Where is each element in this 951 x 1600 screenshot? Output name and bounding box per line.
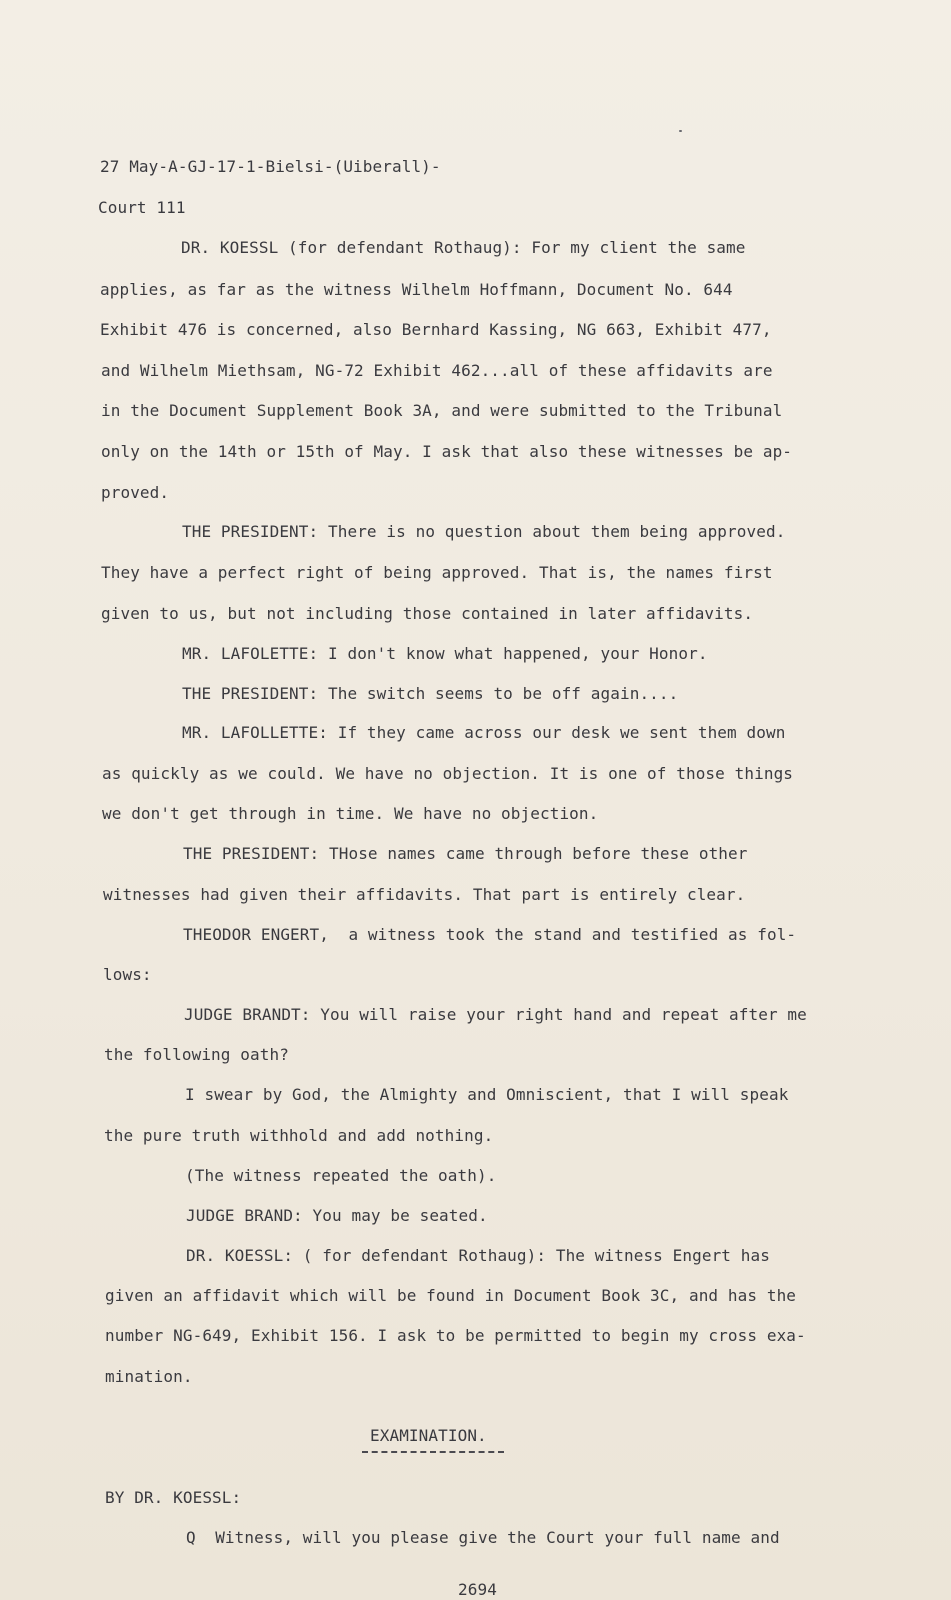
transcript-line: number NG-649, Exhibit 156. I ask to be permitted to begin my cross exa- xyxy=(105,1326,806,1345)
transcript-line: applies, as far as the witness Wilhelm Hoffmann, Document No. 644 xyxy=(100,280,733,299)
transcript-line: the pure truth withhold and add nothing. xyxy=(104,1126,494,1145)
court-number: Court 111 xyxy=(98,198,186,217)
transcript-line: THE PRESIDENT: The switch seems to be off again.... xyxy=(182,684,679,703)
transcript-line: MR. LAFOLETTE: I don't know what happened, your Honor. xyxy=(182,644,708,663)
transcript-line: JUDGE BRANDT: You will raise your right hand and repeat after me xyxy=(184,1005,807,1024)
transcript-line: only on the 14th or 15th of May. I ask that also these witnesses be ap- xyxy=(101,442,793,461)
transcript-line: They have a perfect right of being approved. That is, the names first xyxy=(101,563,773,582)
transcript-line: proved. xyxy=(101,483,170,502)
transcript-line: MR. LAFOLLETTE: If they came across our desk we sent them down xyxy=(182,723,786,742)
transcript-line: we don't get through in time. We have no objection. xyxy=(102,804,599,823)
transcript-line: given to us, but not including those contained in later affidavits. xyxy=(101,604,754,623)
transcript-line: lows: xyxy=(103,965,152,984)
transcript-line: as quickly as we could. We have no objection. It is one of those things xyxy=(102,764,794,783)
transcript-line: witnesses had given their affidavits. That part is entirely clear. xyxy=(103,885,746,904)
heading-underline xyxy=(362,1451,504,1453)
transcript-line: THEODOR ENGERT, a witness took the stand and testified as fol- xyxy=(183,925,797,944)
transcript-line: BY DR. KOESSL: xyxy=(105,1488,242,1507)
transcript-line: DR. KOESSL (for defendant Rothaug): For my client the same xyxy=(181,238,746,257)
transcript-line: and Wilhelm Miethsam, NG-72 Exhibit 462...all of these affidavits are xyxy=(101,361,773,380)
section-heading: EXAMINATION. xyxy=(370,1426,487,1445)
transcript-line: Exhibit 476 is concerned, also Bernhard Kassing, NG 663, Exhibit 477, xyxy=(100,320,772,339)
transcript-line: given an affidavit which will be found in Document Book 3C, and has the xyxy=(105,1286,797,1305)
transcript-line: (The witness repeated the oath). xyxy=(185,1166,497,1185)
page-number: 2694 xyxy=(458,1580,497,1599)
transcript-line: THE PRESIDENT: THose names came through before these other xyxy=(183,844,748,863)
transcript-line: Q Witness, will you please give the Court your full name and xyxy=(186,1528,780,1547)
document-reference: 27 May-A-GJ-17-1-Bielsi-(Uiberall)- xyxy=(100,157,441,176)
paper-speck xyxy=(679,130,682,132)
transcript-line: THE PRESIDENT: There is no question about them being approved. xyxy=(182,522,786,541)
transcript-line: mination. xyxy=(105,1367,193,1386)
transcript-line: in the Document Supplement Book 3A, and were submitted to the Tribunal xyxy=(101,401,783,420)
transcript-line: JUDGE BRAND: You may be seated. xyxy=(186,1206,488,1225)
transcript-line: DR. KOESSL: ( for defendant Rothaug): The witness Engert has xyxy=(186,1246,770,1265)
transcript-line: the following oath? xyxy=(104,1045,289,1064)
transcript-line: I swear by God, the Almighty and Omniscient, that I will speak xyxy=(185,1085,789,1104)
